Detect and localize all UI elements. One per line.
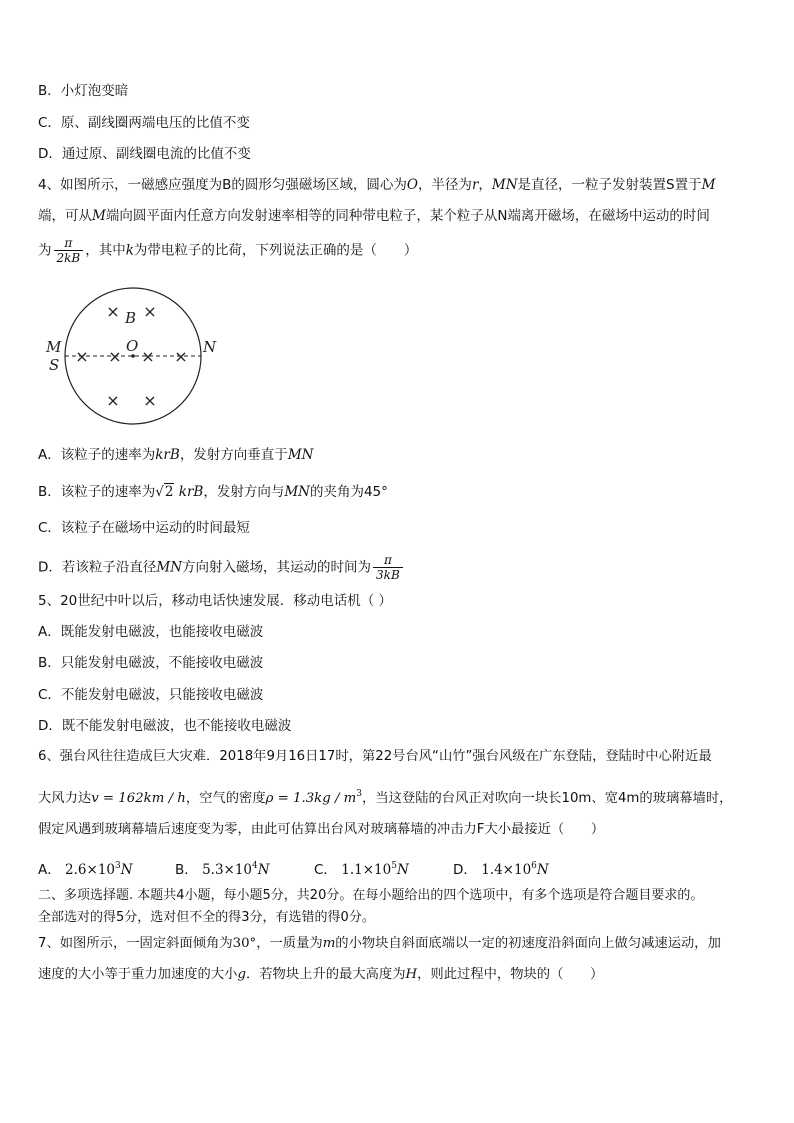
q5-option-c: C．不能发射电磁波，只能接收电磁波 [38,687,264,703]
q7-stem-line2: 速度的大小等于重力加速度的大小g．若物块上升的最大高度为H，则此过程中，物块的（ ） [38,967,604,982]
q6-option-b: B． $5.3\times 10^4N$ [175,861,270,878]
field-cross: × [143,302,157,321]
field-cross: × [108,347,122,366]
q6-option-c: C． $1.1\times 10^5N$ [314,861,409,878]
q6-stem-line3: 假定风遇到玻璃幕墙后速度变为零，由此可估算出台风对玻璃幕墙的冲击力F大小最接近（ ） [38,822,605,837]
q4-stem-line1: 4、如图所示，一磁感应强度为B的圆形匀强磁场区域，圆心为O，半径为r，MN是直径，一粒子发射装置S置于M [38,177,716,193]
section2-heading-line2: 全部选对的得5分，选对但不全的得3分，有选错的得0分。 [38,910,375,925]
q3-option-b: B．小灯泡变暗 [38,83,129,99]
q5-option-a: A．既能发射电磁波，也能接收电磁波 [38,624,264,640]
sqrt-symbol: √2 [155,484,174,500]
q4-option-b: B．该粒子的速率为√2 krB，发射方向与MN的夹角为45° [38,484,388,500]
q4-option-d: D．若该粒子沿直径MN方向射入磁场，其运动的时间为 $\frac{\pi}{3kB}$ [38,553,405,582]
label-m: M [46,338,62,356]
label-o: O [126,337,139,355]
q4-time-fraction: $\frac{\pi}{2kB}$ [54,236,84,265]
field-cross: × [141,347,155,366]
q5-option-d: D．既不能发射电磁波，也不能接收电磁波 [38,718,292,734]
q6-option-a: A． $2.6\times 10^3N$ [38,861,133,878]
q5-option-b: B．只能发射电磁波，不能接收电磁波 [38,655,264,671]
label-b: B [125,309,137,327]
q5-stem: 5、20世纪中叶以后，移动电话快速发展．移动电话机（ ） [38,593,393,609]
section2-heading-line1: 二、多项选择题. 本题共4小题，每小题5分，共20分。在每小题给出的四个选项中，有多个选项是符合题目要求的。 [38,888,704,903]
q4-option-a: A．该粒子的速率为krB，发射方向垂直于MN [38,447,314,463]
q6-option-d: D． $1.4\times 10^6N$ [453,861,549,878]
q3-option-c: C．原、副线圈两端电压的比值不变 [38,115,250,131]
q6-stem-line1: 6、强台风往往造成巨大灾难．2018年9月16日17时，第22号台风“山竹”强台风级在广东登陆，登陆时中心附近最 [38,749,712,764]
magnetic-field-diagram [40,286,230,436]
field-cross: × [106,391,120,410]
label-n: N [203,338,217,356]
q7-stem-line1: 7、如图所示，一固定斜面倾角为30°，一质量为m的小物块自斜面底端以一定的初速度沿斜面向上做匀减速运动，加 [38,936,721,951]
field-cross: × [174,347,188,366]
q3-option-d: D．通过原、副线圈电流的比值不变 [38,146,251,162]
q4-option-c: C．该粒子在磁场中运动的时间最短 [38,520,250,536]
field-cross: × [106,302,120,321]
q4-stem-line3: 为 $\frac{\pi}{2kB}$ ，其中k为带电粒子的比荷，下列说法正确的是（ ） [38,236,418,265]
field-cross: × [75,347,89,366]
q4-option-d-fraction: $\frac{\pi}{3kB}$ [373,553,403,582]
q4-stem-line2: 端，可从M端向圆平面内任意方向发射速率相等的同种带电粒子，某个粒子从N端离开磁场，在磁场中运动的时间 [38,208,710,224]
label-s: S [49,356,60,374]
q6-stem-line2: 大风力达v = 162km / h，空气的密度$\rho = 1.3kg / m^3$，当这登陆的台风正对吹向一块长10m、宽4m的玻璃幕墙时， [38,789,733,806]
field-cross: × [143,391,157,410]
